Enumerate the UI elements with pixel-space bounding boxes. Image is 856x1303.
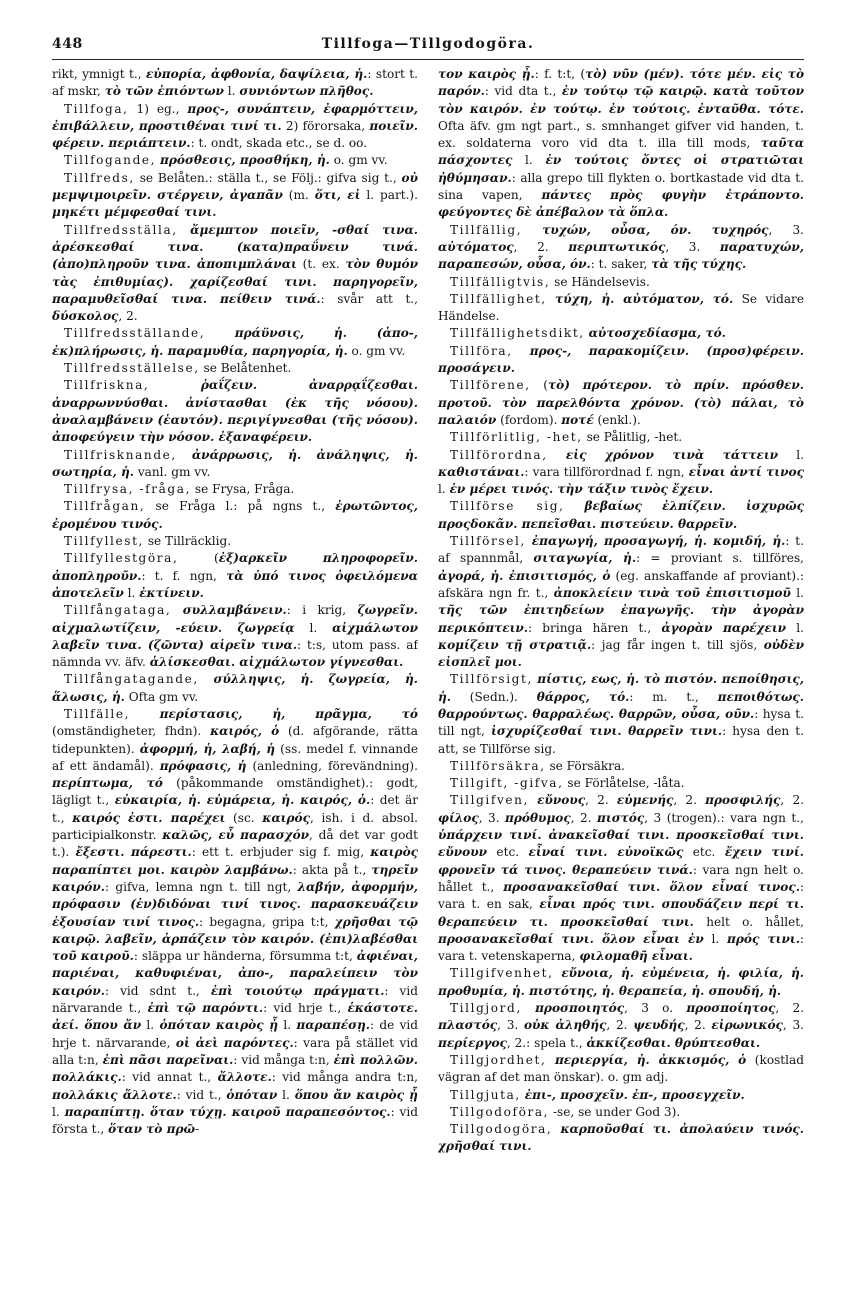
headword: Tillfälle, [64,706,131,721]
right-column [438,66,804,1288]
definition [521,1088,745,1102]
definition: πρόσθεσις, προσθήκη, ἡ. o. gm vv. [159,153,388,168]
greek-text: προσανακεῖσθαί τινι. ὅλον εἶναι ἐν [438,931,704,946]
headword: Tillförsel, [450,534,526,549]
greek-text: ὅτι, εἰ [314,188,361,203]
headword: Tillgodogöra, [450,1122,553,1137]
headword: Tillfogande, [64,153,157,168]
entry-tillfrisknande [52,447,418,482]
page-number: 448 [52,36,83,52]
greek-text: ἐν μέρει τινός. τὴν τάξιν τινὸς ἔχειν. [449,482,714,497]
entry-tillfogande [52,152,418,169]
definition: σύλληψις, ἡ. ζωγρεία, ἡ. ἅλωσις, ἡ. Ofta gm vv. [52,672,418,704]
greek-text: περίπτωμα, τό [52,776,163,791]
greek-text: προς-, παρακομίζειν. (προσ)φέρειν. προσάγειν. [438,343,804,376]
greek-text: τύχη, ἡ. αὐτόματον, τό. [555,291,734,306]
definition: se Förlåtelse, -låta. [563,776,685,791]
entry-tillfrysa [52,481,418,498]
entry-tillgifvenhet [438,965,804,1000]
greek-text: τὸ τῶν ἐπιόντων [104,84,224,99]
greek-text: φίλος [438,810,479,825]
headword: Tillgjuta, [450,1087,521,1102]
greek-text: πρόφασις, ἡ [159,758,247,773]
greek-text: περιεργία, ἡ. ἀκκισμός, ὁ [554,1052,747,1067]
headword: Tillfreds, [64,170,135,185]
greek-text: καιρός [262,810,310,825]
definition: εὔνους, 2. εὐμενής, 2. προσφιλής, 2. φίλος, 3. πρόθυμος, 2. πιστός, 3 (trogen).: vara ngn t., ὑπάρχειν τινί. ἀνακεῖσθαί τινι. προσκεῖσθαί τινι. εὔνουν etc. εἶναί τινι. εὐνοϊκῶς etc. ἔχειν τινί. φρονεῖν τά τινος. θεραπεύειν τινά.: vara ngn helt o. hållet t., προσανακεῖσθαί τινι. ὅλον εἶναί τινος.: vara t. en sak, εἶναι πρός τινι. σπουδάζειν περί τι. θεραπεύειν τι. προσκεῖσθαί τινι. helt o. hållet, προσανακεῖσθαί τινι. ὅλον εἶναι ἐν l. πρός τινι.: vara t. vetenskaperna, φιλομαθῆ εἶναι. [438,793,804,964]
definition: se Belåten.: ställa t., se Följ.: gifva sig t., οὐ μεμψιμοιρεῖν. στέργειν, ἀγαπᾶν (m. ὅτι, εἰ l. part.). μηκέτι μέμφεσθαί τινι. [52,170,418,220]
greek-text: τὰ τῆς τύχης. [651,257,747,272]
entry-tillforse [438,498,804,533]
definition: τον καιρὸς ᾖ.: f. t:t, (τὸ) νῦν (μέν). τότε μέν. εἰς τὸ παρόν.: vid dta t., ἐν τούτῳ τῷ καιρῷ. κατὰ τοῦτον τὸν καιρόν. ἐν τούτῳ. ἐν τούτοις. ἐνταῦθα. τότε. Ofta äfv. gm ngt part., s. smnhanget gifver vid handen, t. ex. soldaterna voro vid dta t. illa till mods, ταῦτα πάσχοντες l. ἐν τούτοις ὄντες οἱ στρατιῶται ἠθύμησαν.: alla grepo till flykten o. bortkastade vid dta t. sina vapen, πάντες πρὸς φυγὴν ἐτράποντο. φεύγοντες δὲ ἀπέβαλον τὰ ὅπλα. [438,67,804,220]
greek-text: καρποῦσθαί τι. ἀπολαύειν τινός. χρῆσθαί τινι. [438,1122,804,1154]
greek-text: πεποιθότως. θαρρούντως. θαρραλέως. θαρρῶν, οὖσα, οῦν. [438,689,804,721]
greek-text: τὸ) νῦν (μέν). τότε μέν. εἰς τὸ παρόν. [438,67,804,99]
definition: προσποιητός, 3 o. προσποίητος, 2. πλαστός, 3. οὐκ ἀληθής, 2. ψευδής, 2. εἰρωνικός, 3. περίεργος, 2.: spela t., ἀκκίζεσθαι. θρύπτεσθαι. [438,1001,804,1050]
definition: se Pålitlig, -het. [582,430,683,445]
headword: Tillfoga, [64,101,129,116]
entry-tillgjordhet [438,1052,804,1087]
greek-text: ἀγορὰν παρέχειν [661,620,787,635]
headword: Tillgodoföra, [450,1104,550,1119]
greek-text: ἐρωτῶντος, ἐρομένου τινός. [52,499,418,531]
headword: Tillfyllest, [64,534,144,549]
greek-text: οὐκ ἀληθής [523,1018,607,1033]
definition: πράϋνσις, ἡ. (ἀπο-, ἐκ)πλήρωσις, ἡ. παραμυθία, παρηγορία, ἡ. o. gm vv. [52,326,418,358]
entry-tillfora [438,343,804,378]
definition: se Frysa, Fråga. [191,482,295,497]
entry-tillgjuta [438,1087,804,1104]
greek-text: δύσκολος [52,309,119,324]
greek-text: ἐπι-, προσχεῖν. ἐπ-, προσεγχεῖν. [524,1087,745,1102]
greek-text: ἐπὶ τοιούτῳ πράγματι. [210,983,385,998]
headword: Tillförsigt, [450,672,533,687]
headword: Tillförlitlig, -het, [450,430,583,445]
headword: Tillfriskna, [64,378,150,393]
greek-text: ἀνάρρωσις, ἡ. ἀνάληψις, ἡ. σωτηρία, ἡ. [52,447,418,479]
definition: περιεργία, ἡ. ἀκκισμός, ὁ (kostlad vägran af det man önskar). o. gm adj. [438,1052,804,1085]
greek-text: προς-, συνάπτειν, ἐφαρμόττειν, ἐπιβάλλειν, προστιθέναι τινί τι. [52,101,418,133]
greek-text: τὸν θυμόν τὰς ἐπιθυμίας). χαρίζεσθαί τινι. παρηγορεῖν, παραμυθεῖσθαί τινα. πείθειν τινά. [52,257,418,306]
greek-text: ταῦτα πάσχοντες [438,136,804,168]
headword: Tillgifvenhet, [450,966,554,981]
headword: Tillfällighetsdikt, [450,326,585,341]
headword: Tillgjordhet, [450,1052,547,1067]
greek-text: προσποιητός [535,1001,625,1016]
definition: πίστις, εως, ἡ. τὸ πιστόν. πεποίθησις, ἡ. (Sedn.). θάρρος, τό.: m. t., πεποιθότως. θαρρούντως. θαρραλέως. θαρρῶν, οὖσα, οῦν.: hysa t. till ngt, ἰσχυρίζεσθαί τινι. θαρρεῖν τινι.: hysa den t. att, se Tillförse sig. [438,672,804,756]
greek-text: αὐτόματος [438,239,514,254]
headword: Tillfredsställelse, [64,361,200,376]
greek-text: καθιστάναι. [438,464,525,479]
greek-text: εἰρωνικός [711,1018,783,1033]
entry-continuation [438,66,804,222]
greek-text: καιρὸς παραπίπτει μοι. καιρὸν λαμβάνω. [52,845,418,877]
headword: Tillfångataga, [64,603,172,618]
entry-tillgift [438,775,804,792]
running-head: Tillfoga—Tillgodogöra. [321,36,535,52]
greek-text: ἄμεμπτον ποιεῖν, -σθαί τινα. ἀρέσκεσθαί τινα. (κατα)πραΰνειν τινά. (ἀπο)πληροῦν τινα. ἀποπιμπλάναι [52,222,418,272]
greek-text: προσποίητος [686,1001,776,1016]
greek-text: ζωγρεῖν. αἰχμαλωτίζειν, -εύειν. ζωγρείᾳ [52,603,418,635]
definition: se Fråga l.: på ngns t., ἐρωτῶντος, ἐρομένου τινός. [52,499,418,531]
headword: Tillfrågan, [64,499,146,514]
left-column [52,66,418,1288]
greek-text: ἔχειν τινί. φρονεῖν τά τινος. θεραπεύειν τινά. [438,845,804,877]
headword: Tillfyllestgöra, [64,551,179,566]
greek-text: παραπίπτῃ. ὅταν τύχῃ. καιροῦ παραπεσόντος. [64,1104,391,1119]
definition: se Tillräcklig. [143,534,232,549]
definition: se Försäkra. [545,758,626,773]
greek-text: περίστασις, ἡ, πρᾶγμα, τό [159,706,418,721]
entry-tillforsakra [438,758,804,775]
greek-text: πιστός [597,810,645,825]
greek-text: πρός τινι. [727,931,800,946]
entry-tillfangataga [52,602,418,671]
entry-tillforordna [438,447,804,499]
greek-text: οὐ μεμψιμοιρεῖν. στέργειν, ἀγαπᾶν [52,170,418,203]
definition: 1) eg., προς-, συνάπτειν, ἐφαρμόττειν, ἐπιβάλλειν, προστιθέναι τινί τι. 2) förorsaka, ποιεῖν. φέρειν. περιάπτειν.: t. ondt, skada etc., se d. oo. [52,101,418,151]
greek-text: συλλαμβάνειν. [182,603,287,618]
headword: Tillförse sig, [450,499,565,514]
greek-text: σύλληψις, ἡ. ζωγρεία, ἡ. ἅλωσις, ἡ. [52,672,418,704]
greek-text: εἶναι πρός τινι. σπουδάζειν περί τι. θεραπεύειν τι. προσκεῖσθαί τινι. [438,897,804,929]
greek-text: ὁπόταν [226,1087,278,1102]
greek-text: ἄλλοτε. [217,1070,272,1085]
entry-tillforene [438,377,804,429]
entry-tillfalligtvis [438,274,804,291]
headword: Tillfällig, [450,222,523,237]
greek-text: καλῶς, εὖ παρασχόν [162,828,310,843]
entry-continuation [52,66,418,101]
headword: Tillgifven, [450,793,529,808]
greek-text: ἀκκίζεσθαι. θρύπτεσθαι. [586,1035,761,1050]
greek-text: ἐξ)αρκεῖν πληροφορεῖν. ἀποπληροῦν. [52,551,418,583]
greek-text: πολλάκις ἄλλοτε. [52,1087,177,1102]
greek-text: ἀποκλείειν τινὰ τοῦ ἐπισιτισμοῦ [553,585,791,600]
greek-text: οὐδὲν εἰσπλεῖ μοι. [438,637,804,670]
entry-tillfragan [52,498,418,533]
greek-text: χρῆσθαι τῷ καιρῷ. λαβεῖν, ἁρπάζειν τὸν καιρόν. (ἐπι)λαβέσθαι τοῦ καιροῦ. [52,914,418,964]
greek-text: ἀφιέναι, παριέναι, καθυφιέναι, ἀπο-, παραλείπειν τὸν καιρόν. [52,949,418,998]
greek-text: ἁλίσκεσθαι. αἰχμάλωτον γίγνεσθαι. [149,655,404,670]
greek-text: προσφιλής [705,793,781,808]
entry-tillfriskna [52,377,418,446]
entry-tillfreds [52,170,418,222]
headword: Tillfälligtvis, [450,274,551,289]
greek-text: τὸ) πρότερον. τὸ πρίν. πρόσθεν. προτοῦ. τὸν παρελθόντα χρόνον. (τὸ) πάλαι, τὸ παλαιόν [438,378,804,427]
entry-tillforsel [438,533,804,671]
greek-text: καιρός ἐστι. παρέχει [72,810,226,825]
greek-text: κομίζειν τῇ στρατιᾷ. [438,637,592,652]
greek-text: εἶναί τινι. εὐνοϊκῶς [528,845,684,860]
greek-text: ὅπου ἄν καιρὸς ᾖ [294,1087,418,1102]
definition: συλλαμβάνειν.: i krig, ζωγρεῖν. αἰχμαλωτίζειν, -εύειν. ζωγρείᾳ l. αἰχμάλωτον λαβεῖν τινα. (ζῶντα) αἱρεῖν τινα.: t:s, utom pass. af nämnda vv. äfv. ἁλίσκεσθαι. αἰχμάλωτον γίγνεσθαι. [52,603,418,670]
headword: Tillfrysa, -fråga, [64,482,192,497]
greek-text: τον καιρὸς ᾖ. [438,67,535,81]
greek-text: καιρός, ὁ [210,724,280,739]
page-header [52,36,804,58]
entry-tillgifven [438,792,804,965]
headword: Tillfredsställande, [64,326,206,341]
entry-tillgodogora [438,1121,804,1156]
headword: Tillförsäkra, [450,758,546,773]
greek-text: ἐπὶ τῷ παρόντι. [147,1001,264,1016]
definition [585,326,726,340]
entry-tillfredsstallande [52,325,418,360]
greek-text: αὐτοσχεδίασμα, τό. [588,326,726,341]
entry-tillfredsstallelse [52,360,418,377]
definition: se Belåtenhet. [199,361,292,376]
greek-text: τὰ ὑπό τινος ὀφειλόμενα ἀποτελεῖν [52,568,418,600]
greek-text: αἰχμάλωτον λαβεῖν τινα. (ζῶντα) αἱρεῖν τινα. [52,620,418,652]
greek-text: ἀγορά, ἡ. ἐπισιτισμός, ὁ [438,568,611,583]
greek-text: ἐν τούτοις ὄντες οἱ στρατιῶται ἠθύμησαν. [438,153,804,185]
entry-tillforlitlig [438,429,804,446]
greek-text: τηρεῖν καιρόν. [52,862,418,894]
greek-text: τῆς τῶν ἐπιτηδείων ἐπαγωγῆς. τὴν ἀγορὰν περικόπτειν. [438,603,804,635]
greek-text: ὑπάρχειν τινί. ἀνακεῖσθαί τινι. προσκεῖσθαί τινι. εὔνουν [438,828,804,860]
greek-text: θάρρος, τό. [536,689,630,704]
definition: τύχη, ἡ. αὐτόματον, τό. Se vidare Händelse. [438,291,804,324]
headword: Tillfällighet, [450,291,547,306]
greek-text: παρατυχών, παραπεσών, οὖσα, όν. [438,239,804,272]
entry-tillgjord [438,1000,804,1052]
greek-text: πίστις, εως, ἡ. τὸ πιστόν. πεποίθησις, ἡ. [438,672,804,704]
greek-text: εὔνους [537,793,586,808]
greek-text: οἱ ἀεὶ παρόντες. [175,1035,294,1050]
greek-text: τυχών, οὖσα, όν. τυχηρός [542,222,769,237]
greek-text: ἰσχυρίζεσθαί τινι. θαρρεῖν τινι. [490,724,723,739]
definition: -se, se under God 3). [549,1104,681,1119]
entry-tillgodofora [438,1104,804,1121]
greek-text: πλαστός [438,1018,498,1033]
definition: (τὸ) πρότερον. τὸ πρίν. πρόσθεν. προτοῦ. τὸν παρελθόντα χρόνον. (τὸ) πάλαι, τὸ παλαιόν (fordom). ποτέ (enkl.). [438,378,804,427]
definition: ἀνάρρωσις, ἡ. ἀνάληψις, ἡ. σωτηρία, ἡ. vanl. gm vv. [52,447,418,479]
greek-text: εὐμενής [616,793,674,808]
greek-text: ποιεῖν. φέρειν. περιάπτειν. [52,118,418,151]
headword: Tillföra, [450,343,513,358]
greek-text: βεβαίως ἐλπίζειν. ἰσχυρῶς προςδοκᾶν. πεπεῖσθαι. πιστεύειν. θαρρεῖν. [438,499,804,531]
greek-text: πρόσθεσις, προσθήκη, ἡ. [159,153,330,168]
headword: Tillgjord, [450,1001,522,1016]
entry-tillfyllestgora [52,550,418,602]
greek-text: σιταγωγία, ἡ. [533,551,637,566]
greek-text: ἑκάστοτε. ἀεί. ὅπου ἄν [52,1001,418,1033]
header-rule [52,59,804,60]
greek-text: παραπέσῃ. [296,1018,371,1033]
headword: Tillgift, -gifva, [450,776,564,791]
greek-text: πράϋνσις, ἡ. (ἀπο-, ἐκ)πλήρωσις, ἡ. παραμυθία, παρηγορία, ἡ. [52,326,418,358]
headword: Tillförene, [450,378,531,393]
definition: εἰς χρόνον τινὰ τάττειν l. καθιστάναι.: vara tillförordnad f. ngn, εἶναι ἀντί τινος l. ἐν μέρει τινός. τὴν τάξιν τινὸς ἔχειν. [438,447,804,497]
greek-text: πρόθυμος [505,810,571,825]
greek-text: ἐπαγωγή, προσαγωγή, ἡ. κομιδή, ἡ. [531,534,786,549]
entry-tillforsigt [438,671,804,757]
greek-text: εὔνοια, ἡ. εὐμένεια, ἡ. φιλία, ἡ. προθυμία, ἡ. πιστότης, ἡ. θεραπεία, ἡ. σπουδή, ἡ. [438,966,804,998]
greek-text: ὅταν τὸ πρῶ [108,1122,195,1137]
greek-text: περίεργος [438,1035,507,1050]
greek-text: μηκέτι μέμφεσθαί τινι. [52,205,217,220]
greek-text: ἔξεστι. πάρεστι. [75,845,192,860]
greek-text: προσανακεῖσθαί τινι. ὅλον εἶναί τινος. [503,879,800,894]
greek-text: εὐκαιρία, ἡ. εὐμάρεια, ἡ. καιρός, ὁ. [114,793,371,808]
definition: se Händelsevis. [550,274,650,289]
entry-tillfalle [52,706,418,1138]
headword: Tillfångatagande, [64,672,199,687]
greek-text: ῥαΐζειν. ἀναρρᾳΐζεσθαι. ἀναρρωννύσθαι. ἀνίστασθαι (ἐκ τῆς νόσου). ἀναλαμβάνειν (ἑαυτόν). περιγίγνεσθαι (τῆς νόσου). ἀποφεύγειν τὴν νόσον. ἐξαναφέρειν. [52,378,418,445]
greek-text: ὁπόταν καιρὸς ᾖ [159,1018,279,1033]
definition: ἄμεμπτον ποιεῖν, -σθαί τινα. ἀρέσκεσθαί τινα. (κατα)πραΰνειν τινά. (ἀπο)πληροῦν τινα. ἀποπιμπλάναι (t. ex. τὸν θυμόν τὰς ἐπιθυμίας). χαρίζεσθαί τινι. παρηγορεῖν, παραμυθεῖσθαί τινα. πείθειν τινά.: svår att t., δύσκολος, 2. [52,222,418,324]
entry-tillfangatagande [52,671,418,706]
greek-text: ἐν τούτῳ τῷ καιρῷ. κατὰ τοῦτον τὸν καιρόν. ἐν τούτῳ. ἐν τούτοις. ἐνταῦθα. τότε. [438,84,804,116]
greek-text: ποτέ [561,412,594,427]
definition: περίστασις, ἡ, πρᾶγμα, τό (omständigheter, fhdn). καιρός, ὁ (d. afgörande, rätta tidepunkten). ἀφορμή, ἡ, λαβή, ἡ (ss. medel f. vinnande af ett ändamål). πρόφασις, ἡ (anledning, förevändning). περίπτωμα, τό (påkommande omständighet).: godt, lägligt t., εὐκαιρία, ἡ. εὐμάρεια, ἡ. καιρός, ὁ.: det är t., καιρός ἐστι. παρέχει (sc. καιρός, ish. i d. absol. participialkonstr. καλῶς, εὖ παρασχόν, då det var godt t.). ἔξεστι. πάρεστι.: ett t. erbjuder sig f. mig, καιρὸς παραπίπτει μοι. καιρὸν λαμβάνω.: akta på t., τηρεῖν καιρόν.: gifva, lemna ngn t. till ngt, λαβήν, ἀφορμήν, πρόφασιν (ἐν)διδόναι τινί τινος. παρασκευάζειν ἐξουσίαν τινί τινος.: begagna, gripa t:t, χρῆσθαι τῷ καιρῷ. λαβεῖν, ἁρπάζειν τὸν καιρόν. (ἐπι)λαβέσθαι τοῦ καιροῦ.: släppa ur händerna, försumma t:t, ἀφιέναι, παριέναι, καθυφιέναι, ἀπο-, παραλείπειν τὸν καιρόν.: vid sdnt t., ἐπὶ τοιούτῳ πράγματι.: vid närvarande t., ἐπὶ τῷ παρόντι.: vid hrje t., ἑκάστοτε. ἀεί. ὅπου ἄν l. ὁπόταν καιρὸς ᾖ l. παραπέσῃ.: de vid hrje t. närvarande, οἱ ἀεὶ παρόντες.: vara på stället vid alla t:n, ἐπὶ πᾶσι παρεῖναι.: vid många t:n, ἐπὶ πολλῶν. πολλάκις.: vid annat t., ἄλλοτε.: vid många andra t:n, πολλάκις ἄλλοτε.: vid t., ὁπόταν l. ὅπου ἄν καιρὸς ᾖ l. παραπίπτῃ. ὅταν τύχῃ. καιροῦ παραπεσόντος.: vid första t., ὅταν τὸ πρῶ- [52,706,418,1137]
greek-text: ἐπὶ πᾶσι παρεῖναι. [102,1052,234,1067]
greek-text: λαβήν, ἀφορμήν, πρόφασιν (ἐν)διδόναι τινί τινος. παρασκευάζειν ἐξουσίαν τινί τινος. [52,879,418,929]
greek-text: περιπτωτικός [568,239,666,254]
entry-tillfallighet [438,291,804,326]
greek-text: ἐπὶ πολλῶν. πολλάκις. [52,1052,418,1085]
entry-tillfredsstalla [52,222,418,326]
greek-text: πάντες πρὸς φυγὴν ἐτράποντο. φεύγοντες δὲ ἀπέβαλον τὰ ὅπλα. [438,188,804,220]
headword: Tillfredsställa, [64,222,178,237]
greek-text: εὐπορία, ἀφθονία, δαψίλεια, ἡ. [146,67,368,81]
definition: (ἐξ)αρκεῖν πληροφορεῖν. ἀποπληροῦν.: t. f. ngn, τὰ ὑπό τινος ὀφειλόμενα ἀποτελεῖν l. ἐκτίνειν. [52,551,418,600]
greek-text: εἶναι ἀντί τινος [688,464,804,479]
greek-text: συνιόντων πλῆθος. [239,84,374,99]
greek-text: εἰς χρόνον τινὰ τάττειν [565,447,779,462]
definition: τυχών, οὖσα, όν. τυχηρός, 3. αὐτόματος, 2. περιπτωτικός, 3. παρατυχών, παραπεσών, οὖσα, όν.: t. saker, τὰ τῆς τύχης. [438,222,804,272]
greek-text: ψευδής [633,1018,685,1033]
headword: Tillförordna, [450,447,548,462]
definition: rikt, ymnigt t., εὐπορία, ἀφθονία, δαψίλεια, ἡ.: stort t. af mskr, τὸ τῶν ἐπιόντων l. συνιόντων πλῆθος. [52,67,418,99]
greek-text: φιλομαθῆ εἶναι. [579,949,693,964]
entry-tillfallig [438,222,804,274]
entry-tillfyllest [52,533,418,550]
greek-text: ἐκτίνειν. [139,585,204,600]
greek-text: ἀφορμή, ἡ, λαβή, ἡ [139,741,276,756]
entry-tillfoga [52,101,418,153]
entry-tillfallighetsdikt [438,325,804,342]
definition: ἐπαγωγή, προσαγωγή, ἡ. κομιδή, ἡ.: t. af spannmål, σιταγωγία, ἡ.: = proviant s. tillföres, ἀγορά, ἡ. ἐπισιτισμός, ὁ (eg. anskaffande af proviant).: afskära ngn fr. t., ἀποκλείειν τινὰ τοῦ ἐπισιτισμοῦ l. τῆς τῶν ἐπιτηδείων ἐπαγωγῆς. τὴν ἀγορὰν περικόπτειν.: bringa hären t., ἀγορὰν παρέχειν l. κομίζειν τῇ στρατιᾷ.: jag får ingen t. till sjös, οὐδὲν εἰσπλεῖ μοι. [438,534,804,670]
headword: Tillfrisknande, [64,447,177,462]
